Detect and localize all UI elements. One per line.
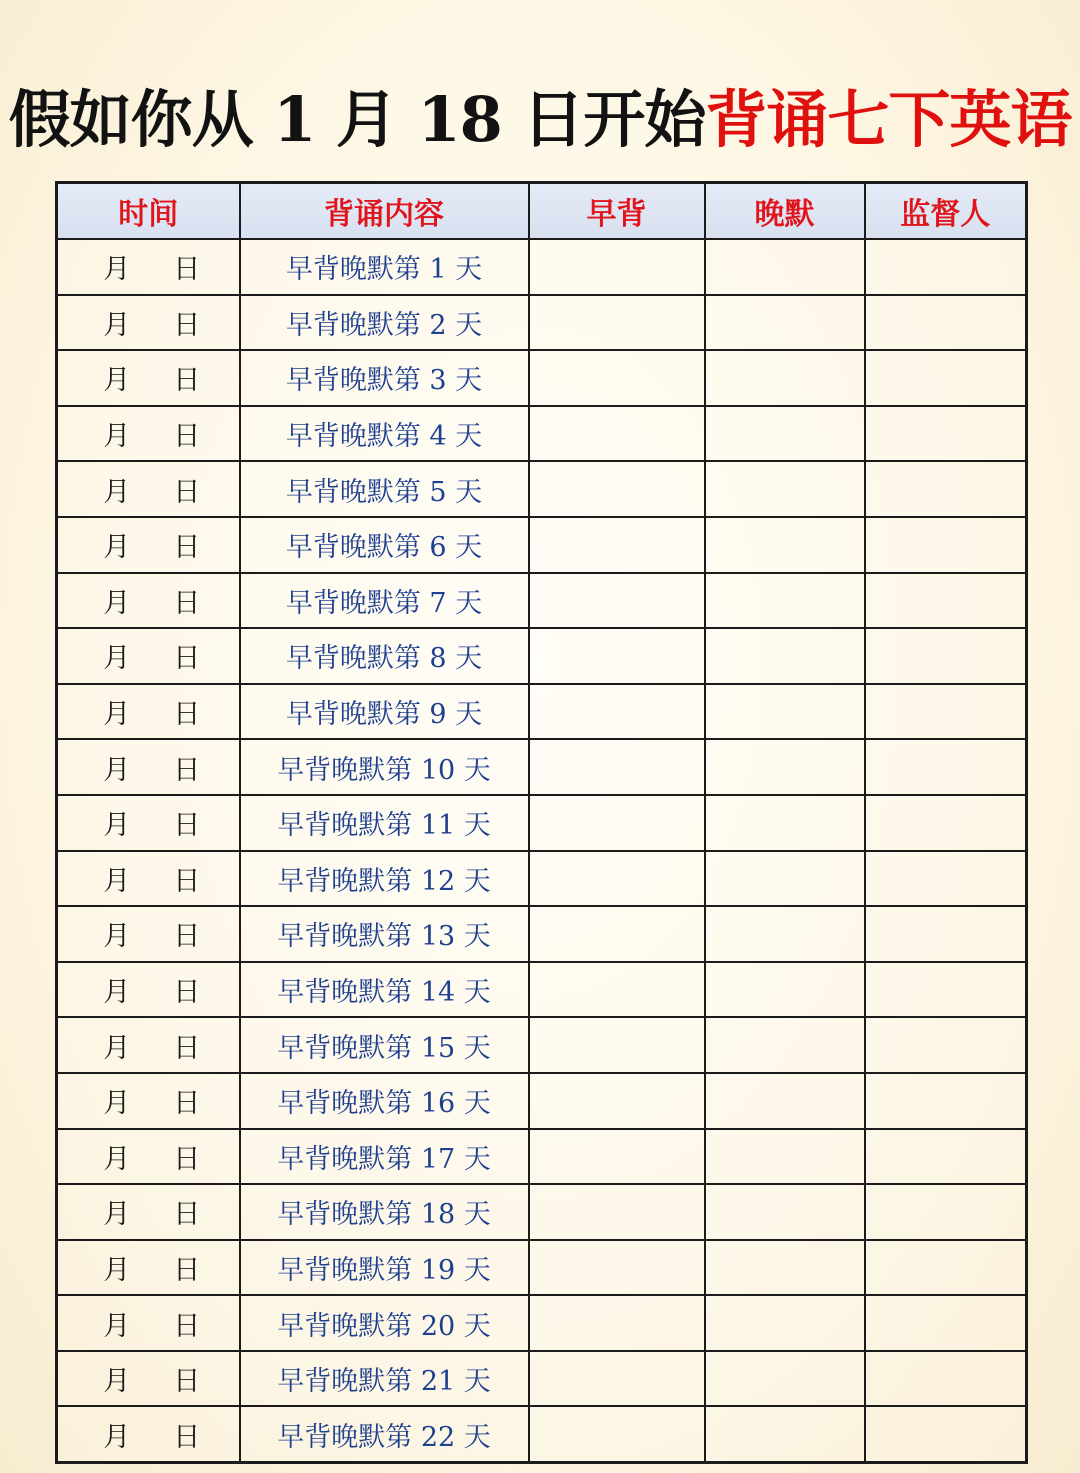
morning-check-cell[interactable] [529,684,705,740]
evening-check-cell[interactable] [705,1240,865,1296]
supervisor-cell[interactable] [865,295,1027,351]
day-label: 日 [173,587,201,619]
day-label: 日 [173,977,201,1009]
month-label: 月 [103,1310,131,1342]
table-row [57,350,1027,406]
date-cell[interactable] [57,1184,240,1240]
content-cell: 早背晚默第 15 天 [240,1017,529,1073]
day-label: 日 [173,1421,201,1453]
day-label: 日 [173,365,201,397]
table-row [57,962,1027,1018]
table-row [57,684,1027,740]
month-label: 月 [103,532,131,564]
morning-check-cell[interactable] [529,1073,705,1129]
day-label: 日 [173,532,201,564]
title-prefix: 假如你从 1 月 18 日开始 [8,83,706,156]
morning-check-cell[interactable] [529,851,705,907]
day-label: 日 [173,309,201,341]
morning-check-cell[interactable] [529,573,705,629]
date-cell[interactable] [57,1351,240,1407]
month-label: 月 [103,476,131,508]
evening-check-cell[interactable] [705,517,865,573]
evening-check-cell[interactable] [705,1295,865,1351]
content-cell: 早背晚默第 2 天 [240,295,529,351]
evening-check-cell[interactable] [705,1184,865,1240]
date-cell[interactable] [57,962,240,1018]
content-cell: 早背晚默第 12 天 [240,851,529,907]
header-content: 背诵内容 [240,183,529,240]
month-label: 月 [103,643,131,675]
content-cell: 早背晚默第 6 天 [240,517,529,573]
table-row [57,406,1027,462]
supervisor-cell[interactable] [865,239,1027,295]
morning-check-cell[interactable] [529,906,705,962]
morning-check-cell[interactable] [529,1017,705,1073]
content-cell: 早背晚默第 14 天 [240,962,529,1018]
date-cell[interactable] [57,851,240,907]
day-label: 日 [173,810,201,842]
table-row [57,1240,1027,1296]
evening-check-cell[interactable] [705,684,865,740]
supervisor-cell[interactable] [865,1406,1027,1462]
supervisor-cell[interactable] [865,461,1027,517]
table-row [57,851,1027,907]
month-label: 月 [103,1088,131,1120]
supervisor-cell[interactable] [865,739,1027,795]
month-label: 月 [103,1143,131,1175]
month-label: 月 [103,254,131,286]
content-cell: 早背晚默第 17 天 [240,1129,529,1185]
morning-check-cell[interactable] [529,461,705,517]
morning-check-cell[interactable] [529,1351,705,1407]
table-row [57,1351,1027,1407]
content-cell: 早背晚默第 20 天 [240,1295,529,1351]
day-label: 日 [173,1032,201,1064]
evening-check-cell[interactable] [705,1073,865,1129]
supervisor-cell[interactable] [865,795,1027,851]
evening-check-cell[interactable] [705,406,865,462]
content-cell: 早背晚默第 11 天 [240,795,529,851]
date-cell[interactable] [57,517,240,573]
day-label: 日 [173,921,201,953]
day-label: 日 [173,1310,201,1342]
content-cell: 早背晚默第 5 天 [240,461,529,517]
evening-check-cell[interactable] [705,795,865,851]
evening-check-cell[interactable] [705,1017,865,1073]
evening-check-cell[interactable] [705,1129,865,1185]
morning-check-cell[interactable] [529,1184,705,1240]
page-title [0,78,1080,162]
date-cell[interactable] [57,795,240,851]
recitation-table [55,181,1028,1464]
morning-check-cell[interactable] [529,1295,705,1351]
morning-check-cell[interactable] [529,739,705,795]
morning-check-cell[interactable] [529,406,705,462]
content-cell: 早背晚默第 22 天 [240,1406,529,1462]
morning-check-cell[interactable] [529,1129,705,1185]
morning-check-cell[interactable] [529,1406,705,1462]
day-label: 日 [173,1199,201,1231]
table-row [57,517,1027,573]
date-cell[interactable] [57,1129,240,1185]
date-cell[interactable] [57,461,240,517]
content-cell: 早背晚默第 4 天 [240,406,529,462]
month-label: 月 [103,754,131,786]
supervisor-cell[interactable] [865,517,1027,573]
morning-check-cell[interactable] [529,962,705,1018]
month-label: 月 [103,1254,131,1286]
day-label: 日 [173,865,201,897]
month-label: 月 [103,421,131,453]
date-cell[interactable] [57,239,240,295]
date-cell[interactable] [57,350,240,406]
morning-check-cell[interactable] [529,628,705,684]
content-cell: 早背晚默第 9 天 [240,684,529,740]
supervisor-cell[interactable] [865,1017,1027,1073]
table-row [57,628,1027,684]
date-cell[interactable] [57,739,240,795]
month-label: 月 [103,1366,131,1398]
evening-check-cell[interactable] [705,461,865,517]
date-cell[interactable] [57,1295,240,1351]
date-cell[interactable] [57,1073,240,1129]
day-label: 日 [173,699,201,731]
date-cell[interactable] [57,684,240,740]
header-time: 时间 [57,183,240,240]
day-label: 日 [173,421,201,453]
content-cell: 早背晚默第 21 天 [240,1351,529,1407]
table-row [57,795,1027,851]
table-row [57,1129,1027,1185]
date-cell[interactable] [57,573,240,629]
supervisor-cell[interactable] [865,350,1027,406]
table-row [57,239,1027,295]
day-label: 日 [173,1143,201,1175]
table-row [57,1184,1027,1240]
supervisor-cell[interactable] [865,851,1027,907]
content-cell: 早背晚默第 10 天 [240,739,529,795]
evening-check-cell[interactable] [705,906,865,962]
evening-check-cell[interactable] [705,1351,865,1407]
evening-check-cell[interactable] [705,851,865,907]
day-label: 日 [173,1254,201,1286]
table-header-row [57,183,1027,240]
evening-check-cell[interactable] [705,962,865,1018]
month-label: 月 [103,1199,131,1231]
supervisor-cell[interactable] [865,684,1027,740]
table-row [57,1073,1027,1129]
evening-check-cell[interactable] [705,739,865,795]
header-supervisor: 监督人 [865,183,1027,240]
table-row [57,295,1027,351]
date-cell[interactable] [57,906,240,962]
date-cell[interactable] [57,295,240,351]
table-row [57,906,1027,962]
table-row [57,573,1027,629]
table-row [57,461,1027,517]
month-label: 月 [103,1421,131,1453]
evening-check-cell[interactable] [705,628,865,684]
table-row [57,1017,1027,1073]
content-cell: 早背晚默第 1 天 [240,239,529,295]
supervisor-cell[interactable] [865,906,1027,962]
table-row [57,1406,1027,1462]
date-cell[interactable] [57,1406,240,1462]
content-cell: 早背晚默第 18 天 [240,1184,529,1240]
morning-check-cell[interactable] [529,350,705,406]
evening-check-cell[interactable] [705,239,865,295]
supervisor-cell[interactable] [865,1129,1027,1185]
date-cell[interactable] [57,628,240,684]
content-cell: 早背晚默第 7 天 [240,573,529,629]
supervisor-cell[interactable] [865,1073,1027,1129]
month-label: 月 [103,309,131,341]
date-cell[interactable] [57,1017,240,1073]
day-label: 日 [173,1088,201,1120]
date-cell[interactable] [57,1240,240,1296]
content-cell: 早背晚默第 13 天 [240,906,529,962]
table-row [57,1295,1027,1351]
supervisor-cell[interactable] [865,1240,1027,1296]
content-cell: 早背晚默第 19 天 [240,1240,529,1296]
content-cell: 早背晚默第 8 天 [240,628,529,684]
day-label: 日 [173,754,201,786]
morning-check-cell[interactable] [529,517,705,573]
day-label: 日 [173,254,201,286]
supervisor-cell[interactable] [865,628,1027,684]
table-row [57,739,1027,795]
evening-check-cell[interactable] [705,1406,865,1462]
morning-check-cell[interactable] [529,795,705,851]
evening-check-cell[interactable] [705,573,865,629]
table-body [57,239,1027,1463]
day-label: 日 [173,643,201,675]
day-label: 日 [173,1366,201,1398]
content-cell: 早背晚默第 3 天 [240,350,529,406]
month-label: 月 [103,587,131,619]
supervisor-cell[interactable] [865,1295,1027,1351]
day-label: 日 [173,476,201,508]
supervisor-cell[interactable] [865,573,1027,629]
date-cell[interactable] [57,406,240,462]
title-highlight: 背诵七下英语 [705,83,1072,156]
month-label: 月 [103,977,131,1009]
evening-check-cell[interactable] [705,350,865,406]
content-cell: 早背晚默第 16 天 [240,1073,529,1129]
morning-check-cell[interactable] [529,1240,705,1296]
month-label: 月 [103,921,131,953]
supervisor-cell[interactable] [865,406,1027,462]
month-label: 月 [103,810,131,842]
header-morning-recite: 早背 [529,183,705,240]
header-evening-dictation: 晚默 [705,183,865,240]
morning-check-cell[interactable] [529,239,705,295]
month-label: 月 [103,365,131,397]
supervisor-cell[interactable] [865,1184,1027,1240]
morning-check-cell[interactable] [529,295,705,351]
month-label: 月 [103,1032,131,1064]
supervisor-cell[interactable] [865,962,1027,1018]
supervisor-cell[interactable] [865,1351,1027,1407]
evening-check-cell[interactable] [705,295,865,351]
month-label: 月 [103,865,131,897]
month-label: 月 [103,699,131,731]
